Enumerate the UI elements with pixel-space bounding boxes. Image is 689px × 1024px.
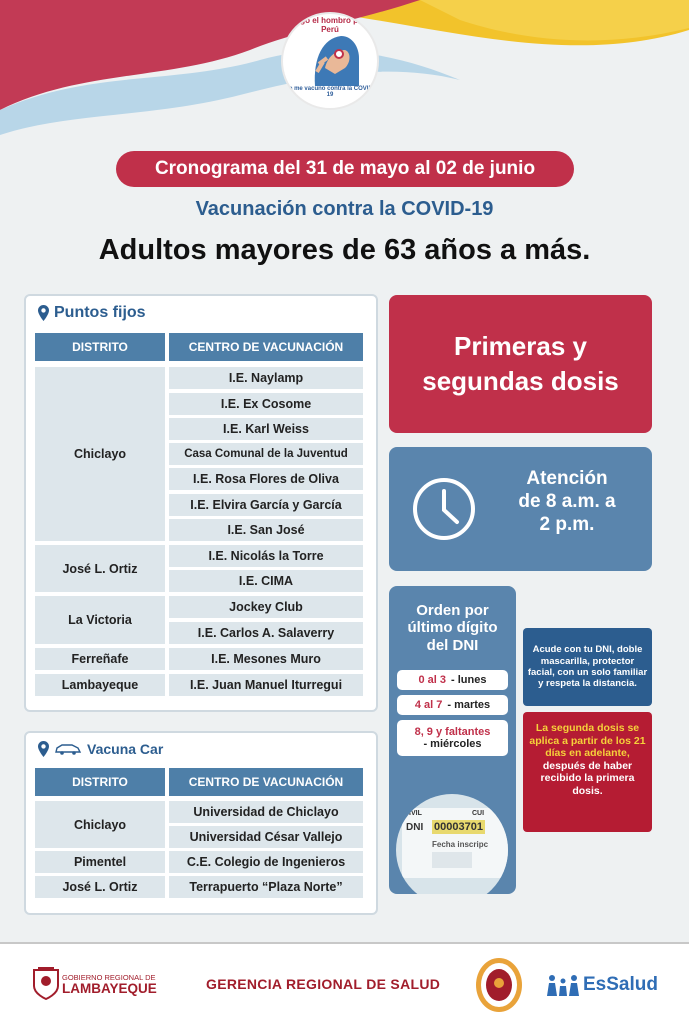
regional-government-logo xyxy=(62,974,157,995)
regional-government-crest-icon xyxy=(32,966,60,1000)
attention-line3: 2 p.m. xyxy=(539,514,595,536)
district-cell: Chiclayo xyxy=(35,367,165,541)
badge-vaccine-text: Yo me vacuno contra la COVID-19 xyxy=(285,86,375,98)
second-dose-note xyxy=(523,712,652,832)
gob-big-text: LAMBAYEQUE xyxy=(62,980,157,996)
family-icon xyxy=(545,974,581,996)
center-cell: I.E. Karl Weiss xyxy=(169,418,363,440)
center-cell: I.E. Rosa Flores de Oliva xyxy=(169,468,363,490)
attention-line2: de 8 a.m. a xyxy=(518,491,616,513)
card-cui-label: CUI xyxy=(472,810,485,817)
attention-hours-text xyxy=(487,467,647,537)
attention-line1: Atención xyxy=(526,468,608,489)
second-dose-rest: después de haber recibido la primera dosis. xyxy=(540,759,635,797)
shoulder-illustration-icon xyxy=(305,28,359,86)
center-cell: I.E. Carlos A. Salaverry xyxy=(169,622,363,644)
schedule-title: Cronograma del 31 de mayo al 02 de junio xyxy=(116,151,574,187)
dni-title-line2: último dígito xyxy=(407,619,498,637)
district-cell: Chiclayo xyxy=(35,801,165,848)
requirements-note: Acude con tu DNI, doble mascarilla, protector facial, con un solo familiar y respeta la distancia. xyxy=(523,628,652,706)
campaign-badge-logo xyxy=(281,12,379,110)
column-header-centro: CENTRO DE VACUNACIÓN xyxy=(169,333,363,361)
essalud-text: EsSalud xyxy=(583,974,658,995)
second-dose-highlight: La segunda dosis se aplica a partir de los 21 días en adelante, xyxy=(529,722,646,760)
vaccination-subtitle: Vacunación contra la COVID-19 xyxy=(195,198,494,220)
center-cell: C.E. Colegio de Ingenieros xyxy=(169,851,363,873)
dni-digits: 8, 9 y faltantes xyxy=(414,726,491,738)
center-cell: Universidad de Chiclayo xyxy=(169,801,363,823)
center-cell: I.E. Mesones Muro xyxy=(169,648,363,670)
clock-icon xyxy=(412,477,476,541)
center-cell: I.E. San José xyxy=(169,519,363,541)
puntos-fijos-panel xyxy=(24,294,378,712)
badge-slogan: Pongo el hombro por el Perú xyxy=(285,16,375,34)
center-cell: Universidad César Vallejo xyxy=(169,826,363,848)
doses-line1: Primeras y xyxy=(454,330,587,361)
card-fecha-label: Fecha inscripc xyxy=(432,840,489,849)
card-dni-label: DNI xyxy=(406,822,424,833)
puntos-fijos-title xyxy=(38,304,146,322)
center-cell: Casa Comunal de la Juventud xyxy=(169,443,363,465)
attention-hours-box xyxy=(389,447,652,571)
center-cell: I.E. Juan Manuel Iturregui xyxy=(169,674,363,696)
center-cell: I.E. CIMA xyxy=(169,570,363,592)
center-cell: Jockey Club xyxy=(169,596,363,618)
dni-day: - miércoles xyxy=(423,738,482,750)
center-cell: Terrapuerto “Plaza Norte” xyxy=(169,876,363,898)
center-cell: I.E. Nicolás la Torre xyxy=(169,545,363,567)
dni-order-title xyxy=(389,602,516,654)
column-header-distrito: DISTRITO xyxy=(35,333,165,361)
location-pin-icon xyxy=(38,741,49,757)
doses-box xyxy=(389,295,652,433)
dni-row-tuesday xyxy=(397,695,508,715)
vacuna-car-panel xyxy=(24,731,378,915)
dni-row-monday xyxy=(397,670,508,690)
puntos-fijos-label: Puntos fijos xyxy=(54,304,146,321)
dni-card xyxy=(402,808,508,878)
card-field-box xyxy=(432,852,472,868)
dni-day: - lunes xyxy=(451,674,487,686)
location-pin-icon xyxy=(38,305,49,321)
dni-digits: 0 al 3 xyxy=(418,674,447,686)
dni-card-illustration xyxy=(396,794,508,894)
footer xyxy=(0,944,689,1024)
dni-order-box xyxy=(389,586,516,894)
center-cell: I.E. Naylamp xyxy=(169,367,363,389)
vacuna-car-label: Vacuna Car xyxy=(87,741,164,757)
doses-line2: segundas dosis xyxy=(422,366,619,396)
dni-row-wednesday xyxy=(397,720,508,756)
vacuna-car-title xyxy=(38,741,163,757)
district-cell: Pimentel xyxy=(35,851,165,873)
district-cell: José L. Ortiz xyxy=(35,876,165,898)
dni-title-line3: del DNI xyxy=(426,636,479,654)
car-icon xyxy=(54,743,82,755)
health-seal-icon xyxy=(474,956,524,1014)
card-dni-number: 00003701 xyxy=(434,821,483,833)
dni-digits: 4 al 7 xyxy=(414,699,443,711)
district-cell: Ferreñafe xyxy=(35,648,165,670)
district-cell: Lambayeque xyxy=(35,674,165,696)
column-header-centro: CENTRO DE VACUNACIÓN xyxy=(169,768,363,796)
district-cell: La Victoria xyxy=(35,596,165,644)
dni-title-line1: Orden por xyxy=(416,602,489,619)
column-header-distrito: DISTRITO xyxy=(35,768,165,796)
district-cell: José L. Ortiz xyxy=(35,545,165,592)
card-civil-label: CIVIL xyxy=(404,810,422,817)
gerencia-salud-text: GERENCIA REGIONAL DE SALUD xyxy=(206,976,441,992)
gob-small-text: GOBIERNO REGIONAL DE xyxy=(62,973,156,982)
essalud-logo xyxy=(545,974,658,996)
center-cell: I.E. Ex Cosome xyxy=(169,393,363,415)
center-cell: I.E. Elvira García y García xyxy=(169,494,363,516)
audience-headline: Adultos mayores de 63 años a más. xyxy=(98,234,591,266)
dni-day: - martes xyxy=(447,699,491,711)
